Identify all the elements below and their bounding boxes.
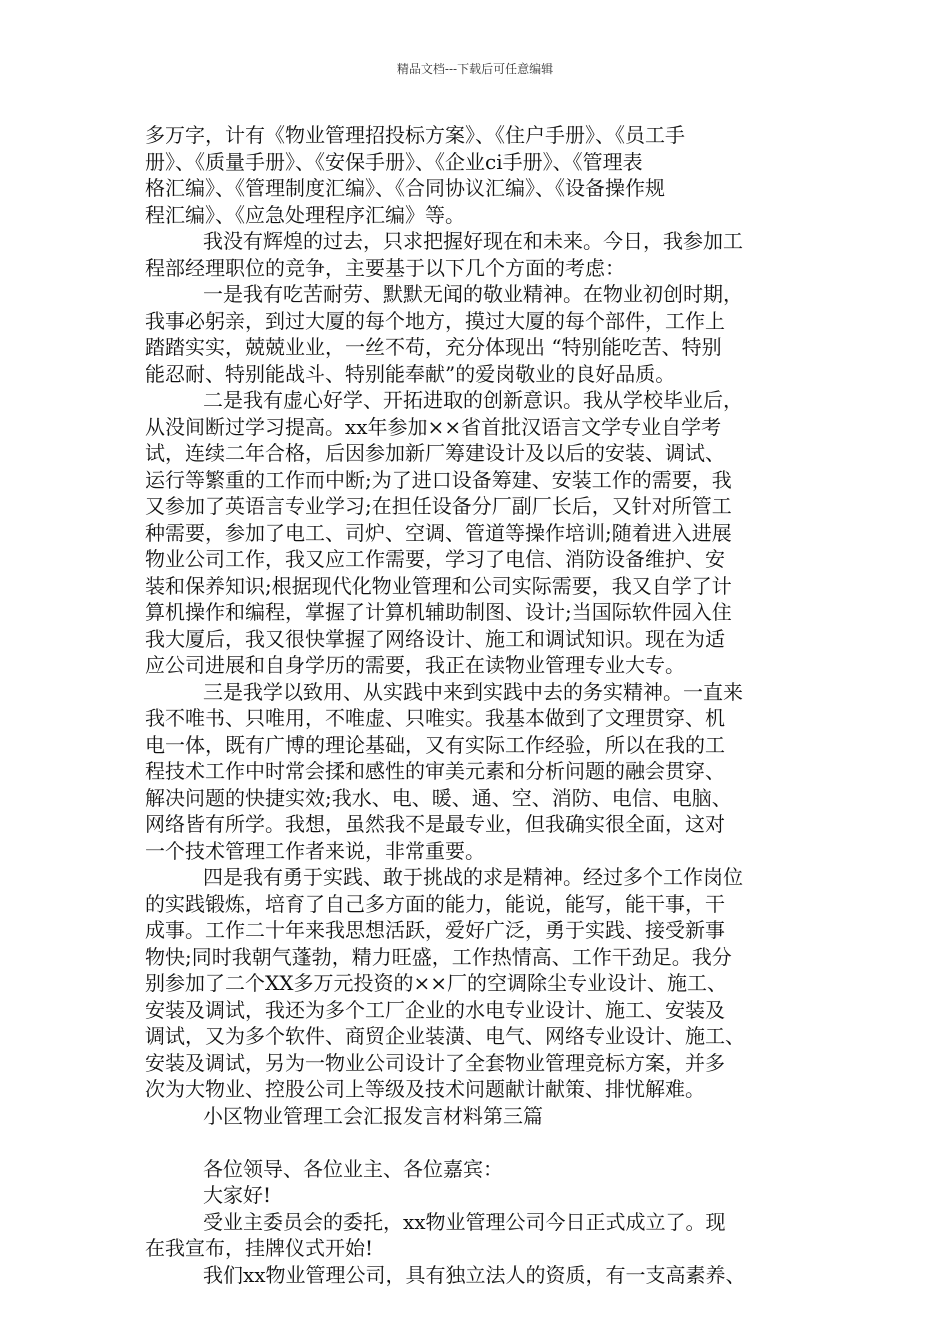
text-line: 能忍耐、特别能战斗、特别能奉献”的爱岗敬业的良好品质。 [145, 361, 676, 386]
text-line: 网络皆有所学。我想，虽然我不是最专业，但我确实很全面，这对 [145, 812, 725, 836]
text-line: 成事。工作二十年来我思想活跃，爱好广泛，勇于实践、接受新事 [145, 918, 725, 942]
text-line: 物快;同时我朝气蓬勃，精力旺盛，工作热情高、工作干劲足。我分 [145, 944, 732, 969]
text-line: 一是我有吃苦耐劳、默默无闻的敬业精神。在物业初创时期， [203, 282, 743, 306]
text-line: 我们xx物业管理公司，具有独立法人的资质，有一支高素养、 [203, 1262, 746, 1287]
text-line: 装和保养知识;根据现代化物业管理和公司实际需要，我又自学了计 [145, 573, 732, 598]
text-line: 多万字，计有《物业管理招投标方案》、《住户手册》、《员工手 [145, 123, 685, 147]
text-line: 安装及调试，我还为多个工厂企业的水电专业设计、施工、安装及 [145, 997, 725, 1022]
document-body [145, 122, 815, 1288]
text-line: 调试，又为多个软件、商贸企业装潢、电气、网络专业设计、施工、 [145, 1024, 745, 1048]
text-line: 种需要，参加了电工、司炉、空调、管道等操作培训;随着进入进展 [145, 520, 732, 545]
text-line: 解决问题的快捷实效;我水、电、暖、通、空、消防、电信、电脑、 [145, 785, 732, 810]
text-line: 我大厦后，我又很快掌握了网络设计、施工和调试知识。现在为适 [145, 626, 725, 651]
text-line: 二是我有虚心好学、开拓进取的创新意识。我从学校毕业后， [203, 388, 743, 412]
text-line: 程部经理职位的竞争，主要基于以下几个方面的考虑： [145, 255, 625, 280]
blank-line [145, 1129, 815, 1156]
text-line: 我没有辉煌的过去，只求把握好现在和未来。今日，我参加工 [203, 229, 743, 253]
text-line: 踏踏实实，兢兢业业，一丝不苟，充分体现出 “特别能吃苦、特别 [145, 335, 722, 359]
text-line: 的实践锻炼，培育了自己多方面的能力，能说，能写，能干事，干 [145, 891, 725, 916]
text-line: 别参加了二个XX多万元投资的××厂的空调除尘专业设计、施工、 [145, 971, 727, 995]
page-header: 精品文档---下载后可任意编辑 [396, 62, 554, 76]
text-line: 格汇编》、《管理制度汇编》、《合同协议汇编》、《设备操作规 [145, 176, 665, 200]
text-line: 三是我学以致用、从实践中来到实践中去的务实精神。一直来 [203, 679, 743, 704]
text-line: 册》、《质量手册》、《安保手册》、《企业ci手册》、《管理表 [145, 149, 643, 174]
text-line: 物业公司工作，我又应工作需要，学习了电信、消防设备维护、安 [145, 547, 725, 571]
text-line: 各位领导、各位业主、各位嘉宾： [203, 1156, 503, 1181]
text-line: 我不唯书、只唯用，不唯虚、只唯实。我基本做到了文理贯穿、机 [145, 706, 725, 730]
text-line: 又参加了英语言专业学习;在担任设备分厂副厂长后，又针对所管工 [145, 494, 732, 518]
text-line: 应公司进展和自身学历的需要，我正在读物业管理专业大专。 [145, 653, 685, 677]
text-line: 大家好! [203, 1183, 272, 1207]
text-line: 在我宣布，挂牌仪式开始! [145, 1236, 374, 1260]
text-line: 安装及调试，另为一物业公司设计了全套物业管理竞标方案，并多 [145, 1050, 725, 1075]
text-line: 一个技术管理工作者来说，非常重要。 [145, 838, 485, 863]
text-line: 次为大物业、控股公司上等级及技术问题献计献策、排忧解难。 [145, 1077, 705, 1101]
text-line: 小区物业管理工会汇报发言材料第三篇 [203, 1103, 543, 1128]
text-line: 程技术工作中时常会揉和感性的审美元素和分析问题的融会贯穿、 [145, 759, 725, 783]
text-line: 电一体，既有广博的理论基础，又有实际工作经验，所以在我的工 [145, 732, 725, 757]
text-line: 从没间断过学习提高。xx年参加××省首批汉语言文学专业自学考 [145, 414, 722, 439]
text-line: 我事必躬亲，到过大厦的每个地方，摸过大厦的每个部件，工作上 [145, 308, 725, 333]
text-line: 四是我有勇于实践、敢于挑战的求是精神。经过多个工作岗位 [203, 865, 743, 889]
text-line: 算机操作和编程，掌握了计算机辅助制图、设计;当国际软件园入住 [145, 600, 732, 624]
text-line: 运行等繁重的工作而中断;为了进口设备筹建、安装工作的需要，我 [145, 467, 732, 492]
text-line: 试，连续二年合格，后因参加新厂筹建设计及以后的安装、调试、 [145, 441, 725, 465]
text-line: 受业主委员会的委托，xx物业管理公司今日正式成立了。现 [203, 1209, 726, 1234]
text-line: 程汇编》、《应急处理程序汇编》等。 [145, 202, 465, 227]
